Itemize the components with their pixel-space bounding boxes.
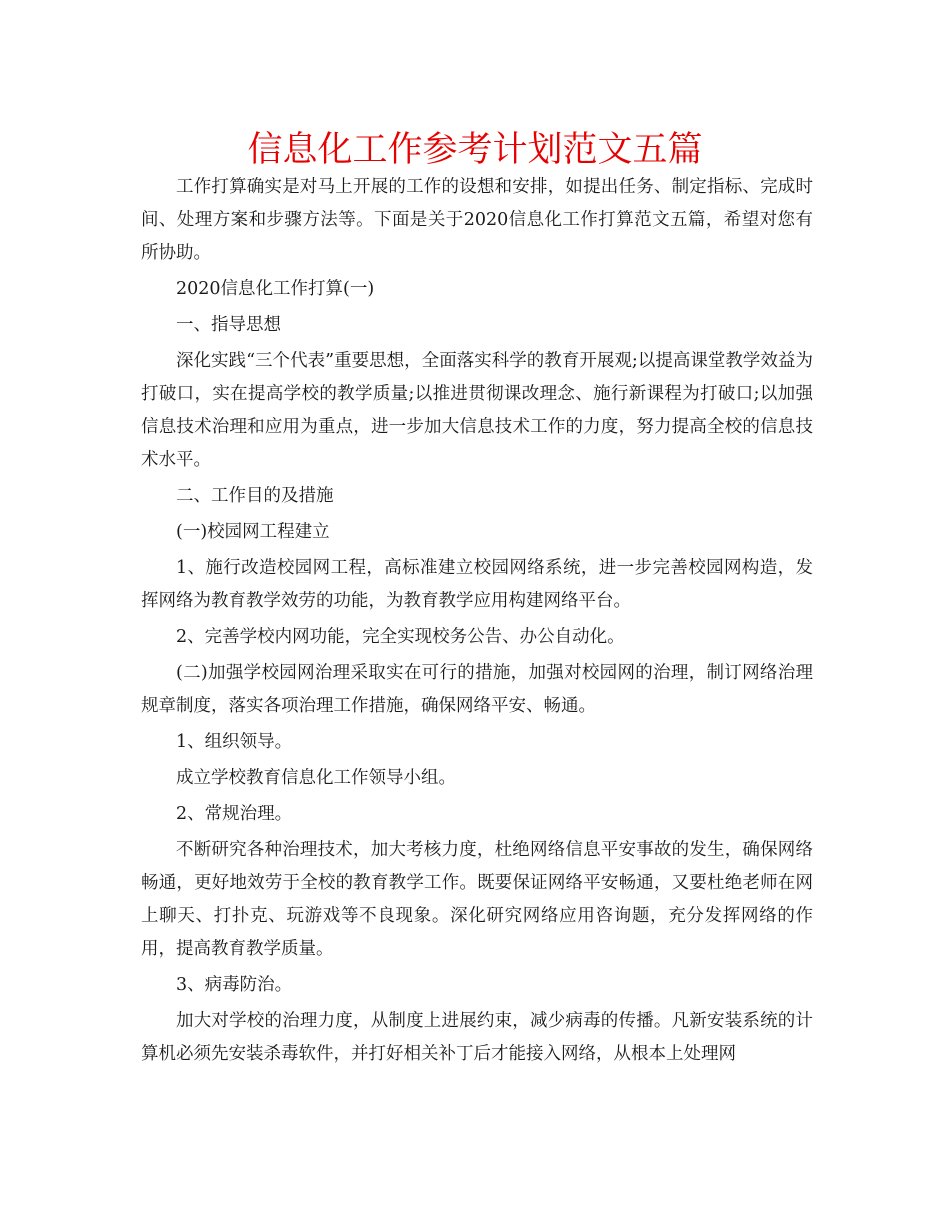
paragraph-virus-prevention: 加大对学校的治理力度，从制度上进展约束，减少病毒的传播。凡新安装系统的计算机必须先安装杀毒软件，并打好相关补丁后才能接入网络，从根本上处理网 <box>141 1011 813 1064</box>
document-title: 信息化工作参考计划范文五篇 <box>247 130 703 170</box>
heading-virus-prevention: 3、病毒防治。 <box>176 975 293 995</box>
subheading-campus-network: (一)校园网工程建立 <box>176 522 330 542</box>
paragraph-section-title: 2020信息化工作打算(一) <box>176 279 375 299</box>
paragraph-guiding-thought: 深化实践“三个代表”重要思想，全面落实科学的教育开展观;以提高课堂教学效益为打破口，实在提高学校的教学质量;以推进贯彻课改理念、施行新课程为打破口;以加强信息技术治理和应用为重点，进一步加大信息技术工作的力度，努力提高全校的信息技术水平。 <box>141 351 813 470</box>
heading-goals-measures: 二、工作目的及措施 <box>176 486 334 506</box>
heading-organization: 1、组织领导。 <box>176 732 293 752</box>
paragraph-item-2: 2、完善学校内网功能，完全实现校务公告、办公自动化。 <box>176 627 625 647</box>
paragraph-intro: 工作打算确实是对马上开展的工作的设想和安排，如提出任务、制定指标、完成时间、处理方案和步骤方法等。下面是关于2020信息化工作打算范文五篇，希望对您有所协助。 <box>141 177 813 263</box>
paragraph-network-management: (二)加强学校园网治理采取实在可行的措施，加强对校园网的治理，制订网络治理规章制度，落实各项治理工作措施，确保网络平安、畅通。 <box>141 663 813 716</box>
paragraph-routine-management: 不断研究各种治理技术，加大考核力度，杜绝网络信息平安事故的发生，确保网络畅通，更好地效劳于全校的教育教学工作。既要保证网络平安畅通，又要杜绝老师在网上聊天、打扑克、玩游戏等不良现象。深化研究网络应用咨询题，充分发挥网络的作用，提高教育教学质量。 <box>141 840 813 959</box>
paragraph-organization: 成立学校教育信息化工作领导小组。 <box>176 768 456 788</box>
paragraph-item-1: 1、施行改造校园网工程，高标准建立校园网络系统，进一步完善校园网构造，发挥网络为教育教学效劳的功能，为教育教学应用构建网络平台。 <box>141 558 813 611</box>
document-body <box>141 171 813 1074</box>
heading-routine-management: 2、常规治理。 <box>176 804 293 824</box>
heading-guiding-thought: 一、指导思想 <box>176 315 281 335</box>
